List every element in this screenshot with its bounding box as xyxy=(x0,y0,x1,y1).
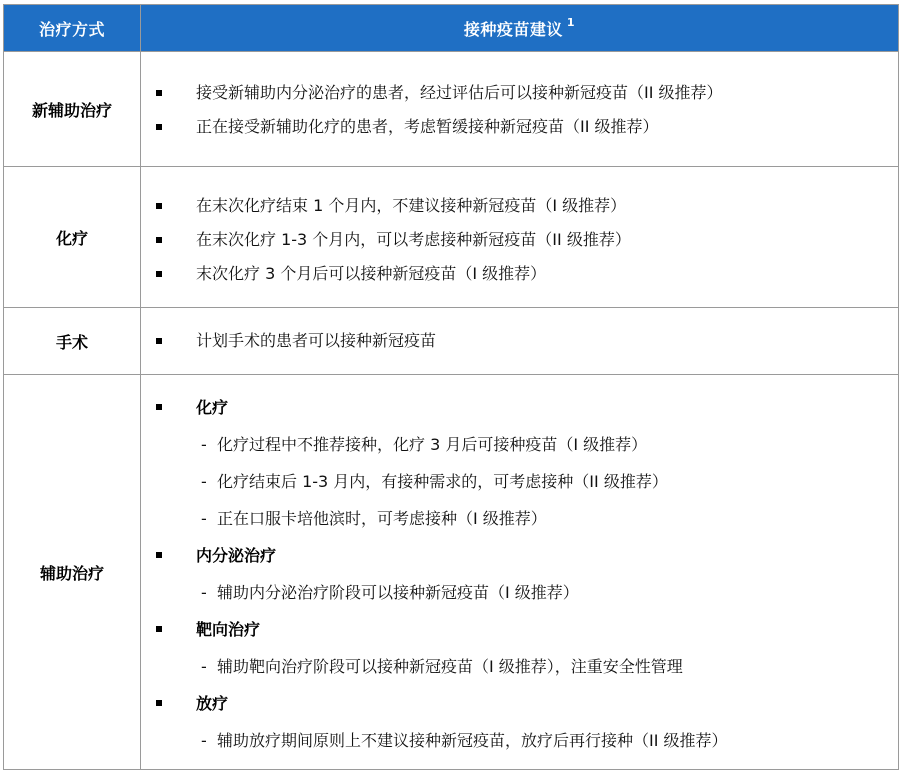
sub-item xyxy=(141,722,898,759)
list-item xyxy=(141,324,898,358)
table-row-neoadjuvant xyxy=(4,52,899,167)
row-label-adjuvant: 辅助治疗 xyxy=(4,375,141,770)
vaccination-recommendation-table xyxy=(3,4,899,770)
list-item-text: 末次化疗 3 个月后可以接种新冠疫苗（I 级推荐） xyxy=(196,264,547,283)
list-item-text: 在末次化疗结束 1 个月内，不建议接种新冠疫苗（I 级推荐） xyxy=(196,196,627,215)
group-title-text: 化疗 xyxy=(196,398,229,417)
sub-item xyxy=(141,500,898,537)
square-bullet-icon xyxy=(156,700,162,706)
header-vaccination-advice xyxy=(141,5,899,52)
sub-item xyxy=(141,463,898,500)
list-item xyxy=(141,257,898,291)
sub-item-text: 辅助内分泌治疗阶段可以接种新冠疫苗（I 级推荐） xyxy=(217,583,579,602)
group-title-text: 内分泌治疗 xyxy=(196,546,277,565)
list-item xyxy=(141,110,898,144)
square-bullet-icon xyxy=(156,338,162,344)
square-bullet-icon xyxy=(156,626,162,632)
dash-marker: - xyxy=(201,472,207,491)
sub-item-text: 正在口服卡培他滨时，可考虑接种（I 级推荐） xyxy=(217,509,547,528)
group-title-text: 靶向治疗 xyxy=(196,620,261,639)
dash-marker: - xyxy=(201,657,207,676)
row-label-chemotherapy: 化疗 xyxy=(4,167,141,308)
row-content-chemotherapy xyxy=(141,167,899,308)
group-title-chemotherapy xyxy=(141,389,898,426)
list-item-text: 计划手术的患者可以接种新冠疫苗 xyxy=(196,331,437,350)
dash-marker: - xyxy=(201,509,207,528)
dash-marker: - xyxy=(201,435,207,454)
footnote-marker: 1 xyxy=(566,16,576,30)
dash-marker: - xyxy=(201,731,207,750)
sub-item-text: 化疗结束后 1-3 月内，有接种需求的，可考虑接种（II 级推荐） xyxy=(217,472,668,491)
sub-item-text: 辅助放疗期间原则上不建议接种新冠疫苗，放疗后再行接种（II 级推荐） xyxy=(217,731,728,750)
list-item xyxy=(141,189,898,223)
square-bullet-icon xyxy=(156,237,162,243)
table-row-surgery xyxy=(4,308,899,375)
list-item xyxy=(141,76,898,110)
table-row-chemotherapy xyxy=(4,167,899,308)
row-content-adjuvant xyxy=(141,375,899,770)
row-label-surgery: 手术 xyxy=(4,308,141,375)
square-bullet-icon xyxy=(156,404,162,410)
row-label-neoadjuvant: 新辅助治疗 xyxy=(4,52,141,167)
square-bullet-icon xyxy=(156,90,162,96)
group-title-radiotherapy xyxy=(141,685,898,722)
sub-item xyxy=(141,426,898,463)
row-content-surgery xyxy=(141,308,899,375)
sub-item xyxy=(141,648,898,685)
list-item-text: 接受新辅助内分泌治疗的患者，经过评估后可以接种新冠疫苗（II 级推荐） xyxy=(196,83,723,102)
table-row-adjuvant xyxy=(4,375,899,770)
table-header-row xyxy=(4,5,899,52)
square-bullet-icon xyxy=(156,552,162,558)
row-content-neoadjuvant xyxy=(141,52,899,167)
square-bullet-icon xyxy=(156,271,162,277)
square-bullet-icon xyxy=(156,203,162,209)
list-item xyxy=(141,223,898,257)
list-item-text: 正在接受新辅助化疗的患者，考虑暂缓接种新冠疫苗（II 级推荐） xyxy=(196,117,659,136)
list-item-text: 在末次化疗 1-3 个月内，可以考虑接种新冠疫苗（II 级推荐） xyxy=(196,230,631,249)
header-vaccination-advice-label: 接种疫苗建议 xyxy=(463,19,563,39)
header-treatment-method xyxy=(4,5,141,52)
group-title-targeted xyxy=(141,611,898,648)
group-title-endocrine xyxy=(141,537,898,574)
sub-item xyxy=(141,574,898,611)
dash-marker: - xyxy=(201,583,207,602)
sub-item-text: 化疗过程中不推荐接种，化疗 3 月后可接种疫苗（I 级推荐） xyxy=(217,435,648,454)
sub-item-text: 辅助靶向治疗阶段可以接种新冠疫苗（I 级推荐），注重安全性管理 xyxy=(217,657,683,676)
group-title-text: 放疗 xyxy=(196,694,229,713)
square-bullet-icon xyxy=(156,124,162,130)
header-treatment-method-label: 治疗方式 xyxy=(38,19,105,39)
